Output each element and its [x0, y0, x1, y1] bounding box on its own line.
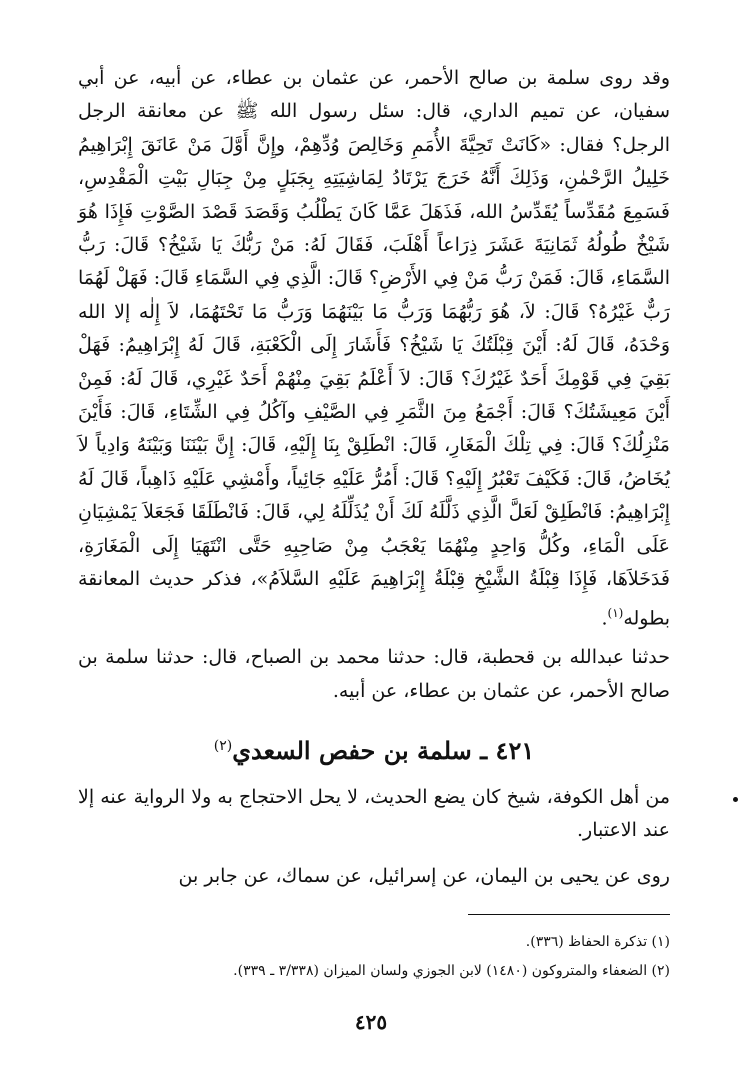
footnote-ref-2: (٢) — [213, 738, 233, 755]
page-body — [78, 62, 670, 893]
footnotes — [78, 928, 670, 986]
page-number: ٤٢٥ — [354, 1010, 388, 1034]
footnote-ref-1: (١) — [607, 605, 624, 620]
footnote-divider — [468, 914, 670, 915]
paragraph-description: من أهل الكوفة، شيخ كان يضع الحديث، لا يحل الاحتجاج به ولا الرواية عنه إلا عند الاعتبار. — [78, 786, 670, 842]
paragraph-hadith-text: وقد روى سلمة بن صالح الأحمر، عن عثمان بن عطاء، عن أبيه، عن أبي سفيان، عن تميم الداري، قال: سئل رسول الله ﷺ عن معانقة الرجل الرجل؟ فقال: «كَانَتْ تَحِيَّةَ الأُمَمِ وَخَالِصَ وُدِّهِمْ، وإِنَّ أَوَّلَ مَنْ عَانَقَ إِبْرَاهِيمُ خَلِيلُ الرَّحْمٰنِ، وَذَلِكَ أَنَّهُ خَرَجَ يَرْتَادُ لِمَاشِيَتِهِ بِجَبَلٍ مِنْ جِبَالِ بَيْتِ الْمَقْدِسِ، فَسَمِعَ مُقَدِّساً يُقَدِّسُ الله، فَذَهَلَ عَمَّا كَانَ يَطْلُبُ وَقَصَدَ قَصْدَ الصَّوْتِ فَإِذَا هُوَ شَيْخٌ طُولُهُ ثَمَانِيَةَ عَشَرَ ذِرَاعاً أَهْلَبَ، فَقَالَ لَهُ: مَنْ رَبُّكَ يَا شَيْخُ؟ قَالَ: رَبُّ السَّمَاءِ، قَالَ: فَمَنْ رَبُّ مَنْ فِي الأَرْضِ؟ قَالَ: الَّذِي فِي السَّمَاءِ قَالَ: فَهَلْ لَهُمَا رَبٌّ غَيْرُهُ؟ قَالَ: لاَ، هُوَ رَبُّهُمَا وَرَبُّ مَا بَيْنَهُمَا وَرَبُّ مَا تَحْتَهُمَا، لاَ إِلٰه إلا الله وَحْدَهُ، قَالَ لَهُ: أَيْنَ قِبْلَتُكَ يَا شَيْخُ؟ فَأَشَارَ إِلَى الْكَعْبَةِ، قَالَ لَهُ إِبْرَاهِيمُ: فَهَلْ بَقِيَ فِي قَوْمِكَ أَحَدٌ غَيْرُكَ؟ قَالَ: لاَ أَعْلَمُ بَقِيَ مِنْهُمْ أَحَدٌ غَيْرِي، قَالَ لَهُ: فَمِنْ أَيْنَ مَعِيشَتُكَ؟ قَالَ: أَجْمَعُ مِنَ الثَّمَرِ فِي الصَّيْفِ وآكُلُ فِي الشِّتَاءِ، قَالَ: فَأَيْنَ مَنْزِلُكَ؟ قَالَ: فِي تِلْكَ الْمَغَارِ، قَالَ: انْطَلِقْ بِنَا إِلَيْهِ، قَالَ: إِنَّ بَيْنَنَا وَبَيْنَهُ وَادِياً لاَ يُخَاضُ، قَالَ: فَكَيْفَ تَعْبُرُ إِلَيْهِ؟ قَالَ: أَمُرُّ عَلَيْهِ جَائِياً، وأَمْشِي عَلَيْهِ ذَاهِباً، قَالَ لَهُ إِبْرَاهِيمُ: فَانْطَلِقْ لَعَلَّ الَّذِي ذَلَّلَهُ لَكَ أَنْ يُذَلِّلَهُ لِي، قَالَ: فَانْطَلَقَا فَجَعَلاَ يَمْشِيَانِ عَلَى الْمَاءِ، وكُلُّ وَاحِدٍ مِنْهُمَا يَعْجَبُ مِنْ صَاحِبِهِ حَتَّى انْتَهَيَا إِلَى الْمَغَارَةِ، فَدَخَلاَهَا، فَإِذَا قِبْلَةُ الشَّيْخِ قِبْلَةُ إِبْرَاهِيمَ عَلَيْهِ السَّلاَمُ»، فذكر حديث المعانقة بطوله — [78, 67, 670, 629]
paragraph-isnad: حدثنا عبدالله بن قحطبة، قال: حدثنا محمد بن الصباح، قال: حدثنا سلمة بن صالح الأحمر، عن عثمان بن عطاء، عن أبيه. — [78, 646, 670, 702]
footnote-1: (١) تذكرة الحفاظ (٣٣٦). — [525, 934, 670, 950]
paragraph-hadith: وقد روى سلمة بن صالح الأحمر، عن عثمان بن عطاء، عن أبيه، عن أبي سفيان، عن تميم الداري، قال: سئل رسول الله ﷺ عن معانقة الرجل الرجل؟ فقال: «كَانَتْ تَحِيَّةَ الأُمَمِ وَخَالِصَ وُدِّهِمْ، وإِنَّ أَوَّلَ مَنْ عَانَقَ إِبْرَاهِيمُ خَلِيلُ الرَّحْمٰنِ، وَذَلِكَ أَنَّهُ خَرَجَ يَرْتَادُ لِمَاشِيَتِهِ بِجَبَلٍ مِنْ جِبَالِ بَيْتِ الْمَقْدِسِ، فَسَمِعَ مُقَدِّساً يُقَدِّسُ الله، فَذَهَلَ عَمَّا كَانَ يَطْلُبُ وَقَصَدَ قَصْدَ الصَّوْتِ فَإِذَا هُوَ شَيْخٌ طُولُهُ ثَمَانِيَةَ عَشَرَ ذِرَاعاً أَهْلَبَ، فَقَالَ لَهُ: مَنْ رَبُّكَ يَا شَيْخُ؟ قَالَ: رَبُّ السَّمَاءِ، قَالَ: فَمَنْ رَبُّ مَنْ فِي الأَرْضِ؟ قَالَ: الَّذِي فِي السَّمَاءِ قَالَ: فَهَلْ لَهُمَا رَبٌّ غَيْرُهُ؟ قَالَ: لاَ، هُوَ رَبُّهُمَا وَرَبُّ مَا بَيْنَهُمَا وَرَبُّ مَا تَحْتَهُمَا، لاَ إِلٰه إلا الله وَحْدَهُ، قَالَ لَهُ: أَيْنَ قِبْلَتُكَ يَا شَيْخُ؟ فَأَشَارَ إِلَى الْكَعْبَةِ، قَالَ لَهُ إِبْرَاهِيمُ: فَهَلْ بَقِيَ فِي قَوْمِكَ أَحَدٌ غَيْرُكَ؟ قَالَ: لاَ أَعْلَمُ بَقِيَ مِنْهُمْ أَحَدٌ غَيْرِي، قَالَ لَهُ: فَمِنْ أَيْنَ مَعِيشَتُكَ؟ قَالَ: أَجْمَعُ مِنَ الثَّمَرِ فِي الصَّيْفِ وآكُلُ فِي الشِّتَاءِ، قَالَ: فَأَيْنَ مَنْزِلُكَ؟ قَالَ: فِي تِلْكَ الْمَغَارِ، قَالَ: انْطَلِقْ بِنَا إِلَيْهِ، قَالَ: إِنَّ بَيْنَنَا وَبَيْنَهُ وَادِياً لاَ يُخَاضُ، قَالَ: فَكَيْفَ تَعْبُرُ إِلَيْهِ؟ قَالَ: أَمُرُّ عَلَيْهِ جَائِياً، وأَمْشِي عَلَيْهِ ذَاهِباً، قَالَ لَهُ إِبْرَاهِيمُ: فَانْطَلِقْ لَعَلَّ الَّذِي ذَلَّلَهُ لَكَ أَنْ يُذَلِّلَهُ لِي، قَالَ: فَانْطَلَقَا فَجَعَلاَ يَمْشِيَانِ عَلَى الْمَاءِ، وكُلُّ وَاحِدٍ مِنْهُمَا يَعْجَبُ مِنْ صَاحِبِهِ حَتَّى انْتَهَيَا إِلَى الْمَغَارَةِ، فَدَخَلاَهَا، فَإِذَا قِبْلَةُ الشَّيْخِ قِبْلَةُ إِبْرَاهِيمَ عَلَيْهِ السَّلاَمُ»، فذكر حديث المعانقة بطوله$^{(١)}$. — [78, 67, 670, 629]
entry-heading-text: ٤٢١ ـ سلمة بن حفص السعدي — [232, 736, 535, 766]
paragraph-narration: روى عن يحيى بن اليمان، عن إسرائيل، عن سماك، عن جابر بن — [178, 864, 670, 887]
footnote-2: (٢) الضعفاء والمتروكون (١٤٨٠) لابن الجوزي ولسان الميزان (٣/٣٣٨ ـ ٣٣٩). — [233, 963, 670, 979]
entry-heading — [78, 726, 670, 771]
margin-mark — [733, 797, 738, 802]
